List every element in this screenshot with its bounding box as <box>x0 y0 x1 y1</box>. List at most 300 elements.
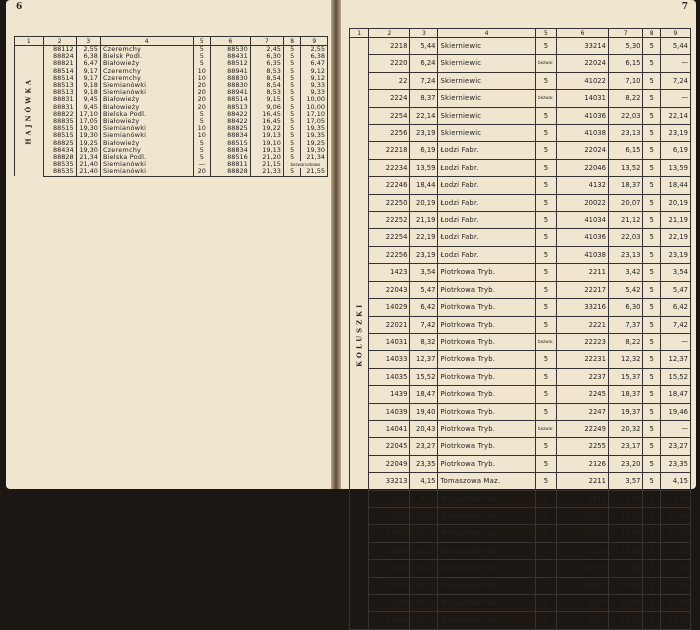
table-cell: 23,27 <box>660 438 690 455</box>
table-cell: 23,35 <box>410 455 438 472</box>
table-cell: 2220 <box>369 55 410 72</box>
table-cell: 88514 <box>43 75 76 82</box>
table-cell: 22256 <box>369 246 410 263</box>
table-cell: 8,53 <box>250 89 283 96</box>
table-row <box>350 281 691 298</box>
table-cell: Siemianówki <box>100 161 193 168</box>
table-cell: Tomaszowa Maz. <box>438 612 535 629</box>
table-cell: 6,30 <box>250 53 283 60</box>
table-cell: 8,54 <box>250 75 283 82</box>
table-cell: 88515 <box>211 140 251 147</box>
table-cell: 88516 <box>211 154 251 161</box>
table-cell: 23,19 <box>660 125 690 142</box>
table-cell: 5 <box>535 316 557 333</box>
table-cell: 5 <box>535 299 557 316</box>
table-cell: 8,54 <box>250 82 283 89</box>
column-header: 5 <box>535 29 557 38</box>
table-cell: 17,15 <box>410 525 438 542</box>
table-cell: 5 <box>643 246 660 263</box>
table-cell: 5 <box>535 403 557 420</box>
table-cell: 5 <box>283 125 301 132</box>
table-cell: 41036 <box>557 107 609 124</box>
table-cell: 19,30 <box>76 147 100 154</box>
table-row <box>350 542 691 559</box>
table-cell: 20,13 <box>608 595 643 612</box>
table-cell: Łodzi Fabr. <box>438 246 535 263</box>
table-cell: 21,15 <box>250 161 283 168</box>
table-cell: 5 <box>535 595 557 612</box>
table-cell: 9,12 <box>301 68 328 75</box>
table-row <box>350 403 691 420</box>
table-cell: 19,25 <box>301 140 328 147</box>
table-cell: 5 <box>283 60 301 67</box>
table-cell: 5 <box>643 142 660 159</box>
table-cell: 5 <box>535 264 557 281</box>
table-cell: 22217 <box>557 281 609 298</box>
table-cell: 9,18 <box>76 82 100 89</box>
table-cell: Skierniewic <box>438 55 535 72</box>
table-cell: — <box>660 55 690 72</box>
table-cell: 3,54 <box>410 264 438 281</box>
table-cell: 5 <box>643 38 660 55</box>
table-cell: 19,25 <box>76 140 100 147</box>
table-cell: 5 <box>643 107 660 124</box>
table-cell: 9,18 <box>76 89 100 96</box>
table-cell: Tomaszowa Maz. <box>438 577 535 594</box>
table-cell: 5 <box>193 147 211 154</box>
table-cell: 88830 <box>211 82 251 89</box>
table-cell: 21,40 <box>76 161 100 168</box>
table-cell: 5 <box>283 132 301 139</box>
table-cell: Piotrkowa Tryb. <box>438 403 535 420</box>
table-cell: Siemianówki <box>100 89 193 96</box>
table-cell: 9,17 <box>76 68 100 75</box>
table-cell: 5 <box>535 507 557 524</box>
table-cell: 17,05 <box>76 118 100 125</box>
table-cell: 1423 <box>369 264 410 281</box>
table-cell: 2,55 <box>301 46 328 54</box>
table-cell: bezwar. <box>535 90 557 107</box>
table-cell: 6,15 <box>608 55 643 72</box>
table-cell: 22250 <box>369 194 410 211</box>
table-cell: 20,06 <box>608 577 643 594</box>
table-cell: 22,19 <box>410 229 438 246</box>
table-cell: 5 <box>283 46 301 54</box>
table-cell: 5 <box>535 438 557 455</box>
table-cell: 14031 <box>369 333 410 350</box>
table-cell: 21,55 <box>301 168 328 176</box>
table-cell: 5 <box>643 473 660 490</box>
column-header: 4 <box>438 29 535 38</box>
table-cell: 7,37 <box>608 316 643 333</box>
table-cell: 20,25 <box>660 595 690 612</box>
table-row <box>350 490 691 507</box>
table-cell: 18,44 <box>410 177 438 194</box>
table-cell: 88834 <box>211 132 251 139</box>
table-cell: 5 <box>283 82 301 89</box>
table-cell: 88535 <box>43 161 76 168</box>
table-cell: 9,17 <box>76 75 100 82</box>
table-cell: 88824 <box>43 53 76 60</box>
table-cell: 5 <box>643 177 660 194</box>
table-cell: 33214 <box>557 38 609 55</box>
table-cell: 14041 <box>557 577 609 594</box>
table-cell: 19,35 <box>301 132 328 139</box>
table-cell: 5 <box>643 455 660 472</box>
table-cell: 6,47 <box>301 60 328 67</box>
table-cell: 5 <box>643 212 660 229</box>
table-row <box>350 142 691 159</box>
table-cell: 12,37 <box>660 351 690 368</box>
table-cell: 2211 <box>557 264 609 281</box>
table-cell: 20022 <box>557 194 609 211</box>
table-cell: 17,05 <box>301 118 328 125</box>
table-cell: Tomaszowa Maz. <box>438 595 535 612</box>
table-cell: 5 <box>193 154 211 161</box>
table-cell: Łodzi Fabr. <box>438 212 535 229</box>
table-cell: 5 <box>643 386 660 403</box>
table-cell: 6,15 <box>608 142 643 159</box>
table-cell: 5 <box>535 246 557 263</box>
table-cell: 2256 <box>369 125 410 142</box>
table-cell: 2237 <box>557 368 609 385</box>
table-cell: Piotrkowa Tryb. <box>438 438 535 455</box>
table-cell: 19,30 <box>76 132 100 139</box>
table-cell: 2213 <box>557 490 609 507</box>
station-label: KOLUSZKI <box>350 38 369 630</box>
table-cell: Piotrkowa Tryb. <box>438 264 535 281</box>
table-cell: 5 <box>283 96 301 103</box>
table-cell: 5,47 <box>660 281 690 298</box>
table-cell: bezwar. <box>535 420 557 437</box>
table-cell: Siemianówki <box>100 168 193 176</box>
table-cell: 41038 <box>557 246 609 263</box>
table-cell: bezwar. <box>535 333 557 350</box>
table-cell: 2221 <box>557 316 609 333</box>
table-cell: 41032 <box>557 525 609 542</box>
table-cell: Białowieży <box>100 60 193 67</box>
table-cell: 9,33 <box>301 82 328 89</box>
table-cell: 2255 <box>557 438 609 455</box>
table-cell: 5 <box>535 142 557 159</box>
table-cell: Białowieży <box>100 118 193 125</box>
table-cell: Tomaszowa Maz. <box>438 473 535 490</box>
table-cell: 9,06 <box>250 104 283 111</box>
table-cell: 5 <box>643 194 660 211</box>
table-cell: 33213 <box>369 473 410 490</box>
table-cell: 88830 <box>211 75 251 82</box>
table-cell: 15,37 <box>608 368 643 385</box>
table-cell: Łodzi Fabr. <box>438 229 535 246</box>
table-cell: 6,38 <box>76 53 100 60</box>
table-cell: 5 <box>535 72 557 89</box>
table-cell: 19,40 <box>410 403 438 420</box>
table-cell: 88512 <box>211 60 251 67</box>
table-cell: Czeremchy <box>100 75 193 82</box>
column-header: 3 <box>410 29 438 38</box>
table-cell: 18,37 <box>608 177 643 194</box>
table-cell: 17,10 <box>301 111 328 118</box>
table-row <box>350 455 691 472</box>
table-cell: 23,17 <box>608 438 643 455</box>
table-cell: 88821 <box>43 60 76 67</box>
table-cell: Łodzi Fabr. <box>438 142 535 159</box>
table-cell: 23,20 <box>608 455 643 472</box>
table-row <box>350 299 691 316</box>
table-cell: 88513 <box>43 82 76 89</box>
table-cell: 5 <box>643 490 660 507</box>
table-cell: 3,57 <box>608 473 643 490</box>
table-cell: 5,47 <box>410 281 438 298</box>
table-cell: Piotrkowa Tryb. <box>438 281 535 298</box>
table-cell: 22021 <box>369 316 410 333</box>
table-cell: 88941 <box>211 89 251 96</box>
table-cell: 5 <box>535 455 557 472</box>
table-cell: 22231 <box>557 507 609 524</box>
table-cell: 41036 <box>557 229 609 246</box>
table-cell: 2233 <box>557 542 609 559</box>
table-cell: 5 <box>193 53 211 60</box>
table-cell: 5 <box>283 111 301 118</box>
column-header: 7 <box>608 29 643 38</box>
connections-table <box>349 28 691 630</box>
table-cell: 22218 <box>369 142 410 159</box>
table-cell: 7,42 <box>410 316 438 333</box>
table-cell: 17,08 <box>608 542 643 559</box>
table-cell: 5,15 <box>660 490 690 507</box>
table-cell: 88828 <box>211 168 251 176</box>
table-cell: 20,25 <box>410 595 438 612</box>
table-cell: 88530 <box>211 46 251 54</box>
table-cell: 5 <box>535 159 557 176</box>
table-cell: 8,53 <box>250 68 283 75</box>
table-cell: 2,55 <box>76 46 100 54</box>
table-cell: Siemianówki <box>100 82 193 89</box>
table-cell: Tomaszowa Maz. <box>438 525 535 542</box>
table-cell: 6,19 <box>660 142 690 159</box>
table-cell: 5 <box>193 46 211 54</box>
table-cell: Skierniewic <box>438 107 535 124</box>
table-cell: 22046 <box>557 159 609 176</box>
column-header: 3 <box>76 37 100 46</box>
table-cell: 16,45 <box>250 118 283 125</box>
table-cell: 12,40 <box>660 507 690 524</box>
table-row <box>350 55 691 72</box>
table-cell: Skierniewic <box>438 90 535 107</box>
column-header: 9 <box>660 29 690 38</box>
table-cell: 14041 <box>369 420 410 437</box>
table-cell: 5 <box>643 403 660 420</box>
table-cell: 5 <box>193 111 211 118</box>
table-cell: 17,20 <box>410 542 438 559</box>
table-cell: 7,10 <box>608 72 643 89</box>
table-cell: 21,34 <box>301 154 328 161</box>
table-cell: 33541 <box>369 525 410 542</box>
table-cell: 4,15 <box>660 473 690 490</box>
table-cell: 21,33 <box>250 168 283 176</box>
column-header: 6 <box>557 29 609 38</box>
table-row <box>350 246 691 263</box>
table-cell: 5,30 <box>608 38 643 55</box>
table-cell: 14039 <box>369 403 410 420</box>
table-cell: Czeremchy <box>100 68 193 75</box>
table-cell: 2,45 <box>250 46 283 54</box>
column-header: 1 <box>350 29 369 38</box>
table-cell: 21,20 <box>250 154 283 161</box>
column-header: 8 <box>643 29 660 38</box>
table-cell: 20,25 <box>660 560 690 577</box>
table-cell: 88822 <box>43 111 76 118</box>
table-cell: 5 <box>535 194 557 211</box>
table-cell: 5 <box>193 118 211 125</box>
column-header: 2 <box>369 29 410 38</box>
table-cell: 19,37 <box>608 403 643 420</box>
table-cell: Bielsk Podl. <box>100 53 193 60</box>
table-cell: 20,09 <box>608 560 643 577</box>
table-row <box>15 168 328 176</box>
table-cell: 23,13 <box>608 125 643 142</box>
table-cell: 88828 <box>43 154 76 161</box>
table-row <box>350 212 691 229</box>
table-cell: 10 <box>193 75 211 82</box>
table-cell: 5 <box>193 140 211 147</box>
table-row <box>350 386 691 403</box>
table-cell: 22043 <box>369 281 410 298</box>
table-row <box>350 577 691 594</box>
table-cell: 22024 <box>557 55 609 72</box>
table-cell: 21,34 <box>76 154 100 161</box>
table-cell: 88112 <box>43 46 76 54</box>
column-header: 9 <box>301 37 328 46</box>
table-cell: 17,15 <box>660 525 690 542</box>
table-cell: 17,10 <box>76 111 100 118</box>
table-cell: 5 <box>643 368 660 385</box>
table-cell: 20 <box>193 96 211 103</box>
table-cell: 2237 <box>557 595 609 612</box>
table-cell: 5 <box>643 72 660 89</box>
table-cell: 14035 <box>369 368 410 385</box>
table-cell: 5,42 <box>608 281 643 298</box>
table-cell: Bielska Podl. <box>100 111 193 118</box>
table-cell: 23,35 <box>660 455 690 472</box>
table-cell: 88514 <box>43 68 76 75</box>
station-label: HAJNÓWKA <box>15 46 44 177</box>
table-cell: 6,47 <box>76 60 100 67</box>
table-row <box>350 229 691 246</box>
table-cell: 5 <box>643 125 660 142</box>
table-cell: 1439 <box>369 386 410 403</box>
table-cell: 19,22 <box>250 125 283 132</box>
table-cell: 18,37 <box>608 386 643 403</box>
table-cell: 10 <box>193 125 211 132</box>
table-cell: 14031 <box>557 90 609 107</box>
table-cell: 2224 <box>369 90 410 107</box>
table-cell: Czeremchy <box>100 147 193 154</box>
table-cell: 5 <box>643 420 660 437</box>
table-cell: 14029 <box>369 299 410 316</box>
table-cell: 1225 <box>369 577 410 594</box>
table-cell: 20,19 <box>410 194 438 211</box>
table-cell: 22254 <box>369 229 410 246</box>
table-cell: 23,13 <box>608 246 643 263</box>
table-cell: 5 <box>643 542 660 559</box>
table-cell: 41022 <box>557 72 609 89</box>
table-cell: Siemianówki <box>100 132 193 139</box>
table-row <box>350 507 691 524</box>
table-cell: 5 <box>643 316 660 333</box>
table-cell: 6,24 <box>410 55 438 72</box>
table-cell: 5 <box>643 299 660 316</box>
table-cell: 5,15 <box>410 490 438 507</box>
table-cell: Skierniewic <box>438 38 535 55</box>
table-row <box>350 420 691 437</box>
table-cell: 23,19 <box>410 125 438 142</box>
table-cell: 20,25 <box>660 577 690 594</box>
table-row <box>350 525 691 542</box>
table-cell: 5 <box>535 351 557 368</box>
table-cell: 10,00 <box>301 96 328 103</box>
table-cell: Czeremchy <box>100 46 193 54</box>
table-cell: 13,59 <box>660 159 690 176</box>
table-cell: 5 <box>643 229 660 246</box>
table-cell: 19,30 <box>301 147 328 154</box>
table-cell: 5 <box>643 333 660 350</box>
table-cell: 21,19 <box>660 212 690 229</box>
table-cell: — <box>660 333 690 350</box>
table-row <box>350 333 691 350</box>
table-cell: 22,14 <box>660 107 690 124</box>
table-cell: 21,19 <box>410 212 438 229</box>
table-cell: 5 <box>535 473 557 490</box>
table-cell: 22,14 <box>410 107 438 124</box>
table-cell: 15,52 <box>660 368 690 385</box>
table-cell: 5 <box>283 140 301 147</box>
table-cell: 22,19 <box>660 229 690 246</box>
table-row <box>350 368 691 385</box>
table-cell: bezwar. <box>535 55 557 72</box>
table-cell: 3,42 <box>608 264 643 281</box>
table-cell: Siemianówki <box>100 125 193 132</box>
table-cell: 10 <box>193 68 211 75</box>
table-cell: Białowieży <box>100 140 193 147</box>
table-cell: Łodzi Fabr. <box>438 194 535 211</box>
table-cell: 19,10 <box>250 140 283 147</box>
table-cell: 9,45 <box>76 96 100 103</box>
table-cell: 41038 <box>557 125 609 142</box>
table-cell: 5 <box>535 542 557 559</box>
table-cell: 10 <box>193 132 211 139</box>
table-row <box>350 560 691 577</box>
table-cell: 6,30 <box>608 299 643 316</box>
table-cell: Bielska Podl. <box>100 154 193 161</box>
table-cell: 21,40 <box>76 168 100 176</box>
table-cell: 88825 <box>211 125 251 132</box>
table-cell: 6,42 <box>660 299 690 316</box>
table-cell: 19,35 <box>301 125 328 132</box>
table-cell: 20,43 <box>410 420 438 437</box>
table-cell: 23,19 <box>660 246 690 263</box>
table-cell: 88514 <box>211 96 251 103</box>
column-header: 7 <box>250 37 283 46</box>
table-cell: 19,13 <box>250 147 283 154</box>
table-cell: 5 <box>535 560 557 577</box>
table-cell: 20,19 <box>660 194 690 211</box>
book-gutter <box>331 0 341 489</box>
table-cell: 8,32 <box>410 333 438 350</box>
table-cell: 5 <box>643 90 660 107</box>
table-row <box>350 107 691 124</box>
table-cell: 5 <box>643 612 660 629</box>
